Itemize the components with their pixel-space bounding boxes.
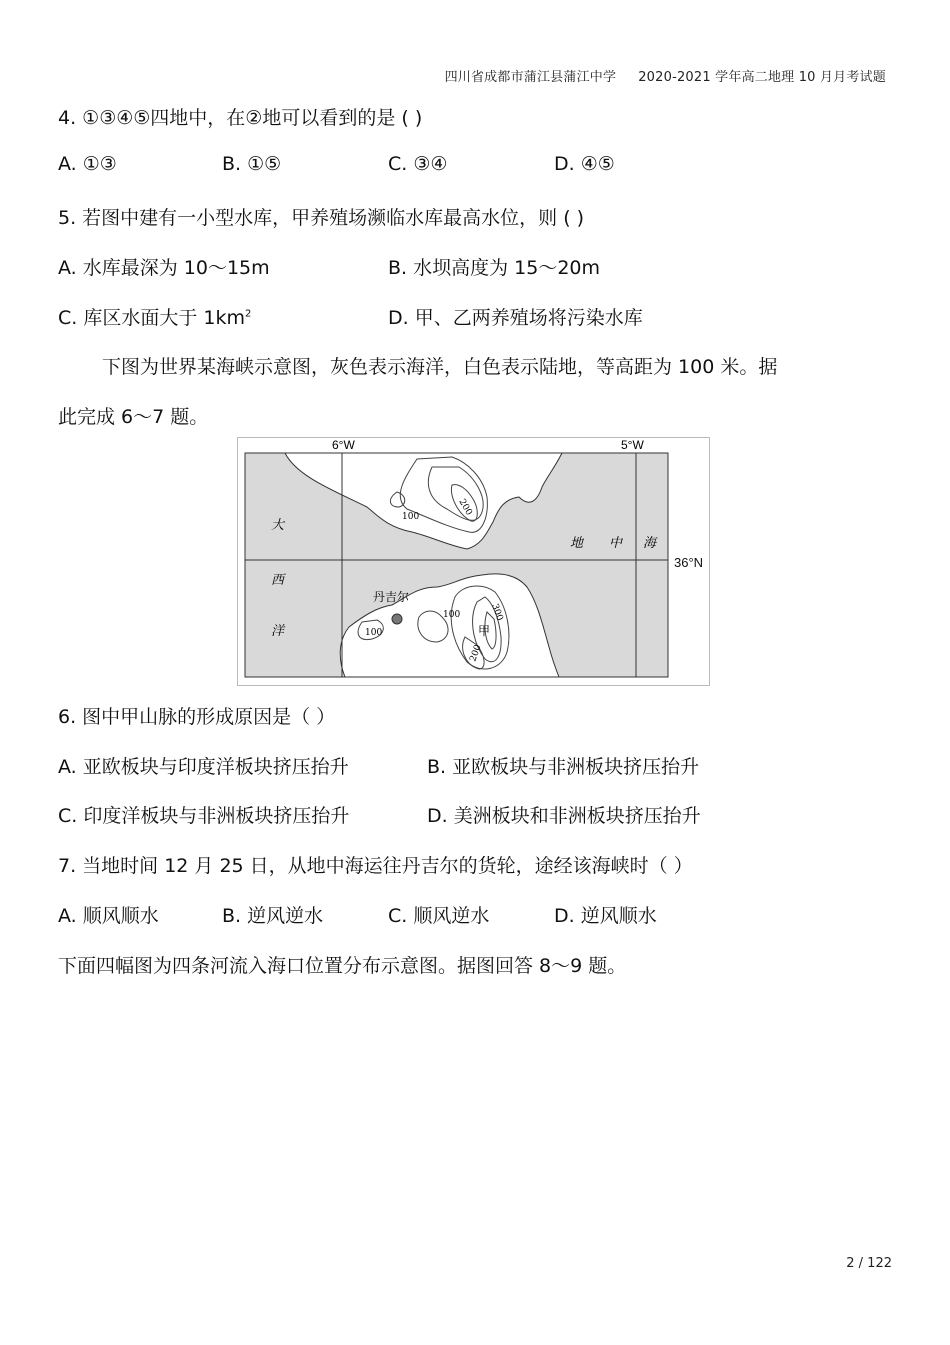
- med-label-1: 地: [570, 536, 584, 551]
- med-label-3: 海: [643, 536, 657, 551]
- atlantic-label-2: 西: [271, 573, 285, 588]
- q7-stem: 7. 当地时间 12 月 25 日，从地中海运往丹吉尔的货轮，途经该海峡时（ ）: [58, 855, 693, 877]
- q4-option-c: C. ③④: [388, 153, 448, 175]
- south-contour-label-100-a: 100: [365, 628, 383, 638]
- q7-option-c: C. 顺风逆水: [388, 905, 490, 927]
- intro89: 下面四幅图为四条河流入海口位置分布示意图。据图回答 8～9 题。: [58, 955, 627, 977]
- q4-option-b: B. ①⑤: [222, 153, 282, 175]
- label-5w: 5°W: [621, 438, 644, 452]
- header-school: 四川省成都市蒲江县蒲江中学: [444, 70, 617, 85]
- north-contour-label-100: 100: [402, 512, 420, 522]
- intro67-line2: 此完成 6～7 题。: [58, 406, 209, 428]
- label-6w: 6°W: [332, 438, 355, 452]
- q5-stem: 5. 若图中建有一小型水库，甲养殖场濒临水库最高水位，则 ( ): [58, 207, 585, 229]
- q6-stem: 6. 图中甲山脉的形成原因是（ ）: [58, 706, 336, 728]
- page-number: 2 / 122: [846, 1256, 892, 1271]
- q5-option-b: B. 水坝高度为 15～20m: [388, 257, 601, 279]
- q4-stem: 4. ①③④⑤四地中，在②地可以看到的是 ( ): [58, 107, 423, 129]
- q7-option-d: D. 逆风顺水: [554, 905, 657, 927]
- mountain-jia-label: 甲: [478, 624, 491, 638]
- q6-option-c: C. 印度洋板块与非洲板块挤压抬升: [58, 805, 350, 827]
- strait-map-svg: [237, 437, 710, 686]
- q5-option-c: [58, 303, 251, 330]
- q6-option-a: A. 亚欧板块与印度洋板块挤压抬升: [58, 756, 349, 778]
- south-contour-label-200: 200: [468, 643, 484, 664]
- label-36n: 36°N: [674, 555, 704, 570]
- atlantic-label-1: 大: [271, 518, 285, 533]
- south-contour-label-300: 300: [489, 602, 505, 623]
- q5-option-d: D. 甲、乙两养殖场将污染水库: [388, 307, 643, 329]
- south-contour-label-100-b: 100: [443, 610, 461, 620]
- q4-option-a: A. ①③: [58, 153, 117, 175]
- intro67-line1: 下图为世界某海峡示意图，灰色表示海洋，白色表示陆地，等高距为 100 米。据: [102, 356, 778, 378]
- q7-option-b: B. 逆风逆水: [222, 905, 324, 927]
- med-label-2: 中: [609, 536, 623, 551]
- q6-option-d: D. 美洲板块和非洲板块挤压抬升: [427, 805, 701, 827]
- header-exam: 2020-2021 学年高二地理 10 月月考试题: [638, 70, 886, 85]
- q4-option-d: D. ④⑤: [554, 153, 615, 175]
- q6-option-b: B. 亚欧板块与非洲板块挤压抬升: [427, 756, 700, 778]
- north-contour-label-200: 200: [456, 497, 474, 518]
- page-header: [423, 66, 886, 85]
- tangier-label: 丹吉尔: [373, 590, 410, 604]
- q5-option-a: A. 水库最深为 10～15m: [58, 257, 270, 279]
- tangier-marker-icon: [392, 614, 402, 624]
- strait-map: [237, 437, 710, 686]
- q7-option-a: A. 顺风顺水: [58, 905, 159, 927]
- q5-option-c-sup: 2: [245, 308, 252, 320]
- atlantic-label-3: 洋: [271, 624, 285, 639]
- q5-option-c-text: C. 库区水面大于 1km: [58, 307, 245, 329]
